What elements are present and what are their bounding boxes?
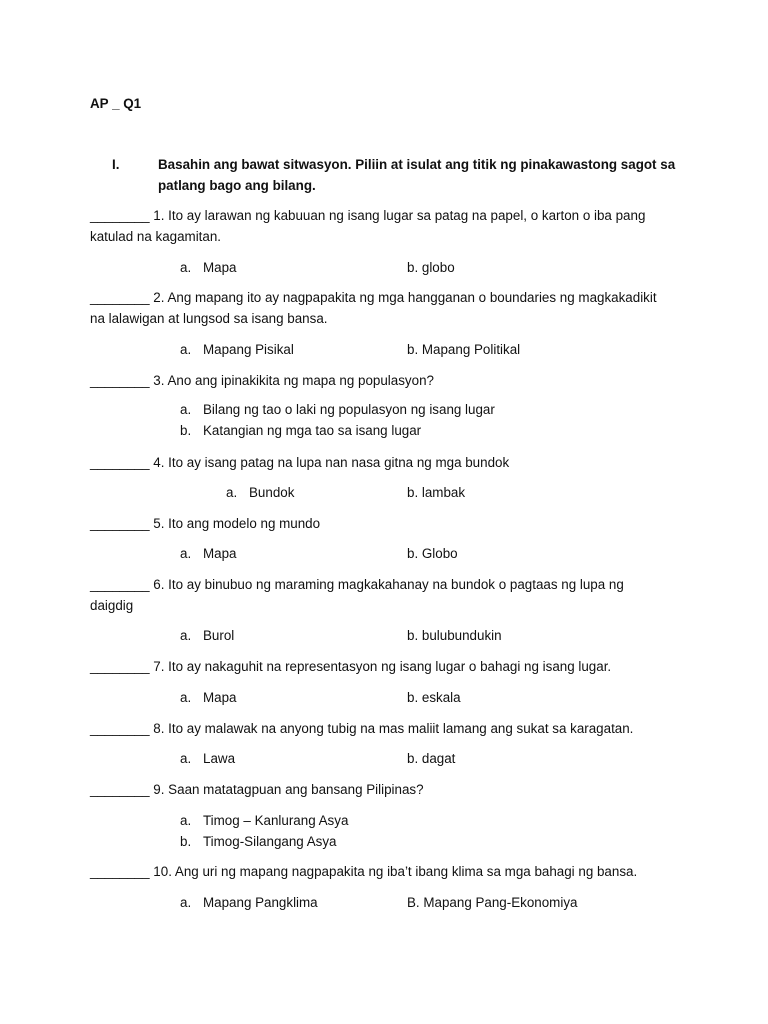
question-2-options	[180, 339, 660, 360]
question-8: ________ 8. Ito ay malawak na anyong tubig na mas maliit lamang ang sukat sa karagatan.	[90, 721, 634, 736]
question-8-options	[180, 748, 660, 769]
instruction-number: I.	[112, 157, 120, 172]
instruction-text: Basahin ang bawat sitwasyon. Piliin at isulat ang titik ng pinakawastong sagot sa patlang bago ang bilang.	[158, 157, 676, 193]
option-a: a. Mapa	[180, 546, 237, 561]
question-3-options	[180, 399, 660, 441]
option-b: b. Globo	[407, 546, 458, 561]
option-a: a. Mapa	[180, 260, 237, 275]
question-3: ________ 3. Ano ang ipinakikita ng mapa ng populasyon?	[90, 373, 434, 388]
question-2: ________ 2. Ang mapang ito ay nagpapakita ng mga hangganan o boundaries ng magkakadikit na lalawigan at lungsod sa isang bansa.	[90, 290, 657, 326]
question-1: ________ 1. Ito ay larawan ng kabuuan ng isang lugar sa patag na papel, o karton o iba pang katulad na kagamitan.	[90, 208, 646, 244]
instruction-block	[90, 154, 690, 196]
question-4-options	[180, 482, 660, 503]
question-10: ________ 10. Ang uri ng mapang nagpapakita ng iba’t ibang klima sa mga bahagi ng bansa.	[90, 864, 638, 879]
option-b: b. Mapang Politikal	[407, 342, 521, 357]
option-a: a. Mapang Pangklima	[180, 895, 318, 910]
option-a: a. Bilang ng tao o laki ng populasyon ng isang lugar	[180, 402, 495, 417]
option-a: a. Lawa	[180, 751, 236, 766]
question-7: ________ 7. Ito ay nakaguhit na representasyon ng isang lugar o bahagi ng isang lugar.	[90, 659, 612, 674]
question-6: ________ 6. Ito ay binubuo ng maraming magkakahanay na bundok o pagtaas ng lupa ng daigdig	[90, 577, 624, 613]
option-a: a. Mapang Pisikal	[180, 342, 294, 357]
option-b: B. Mapang Pang-Ekonomiya	[407, 895, 578, 910]
document-title: AP _ Q1	[90, 96, 142, 111]
question-9: ________ 9. Saan matatagpuan ang bansang Pilipinas?	[90, 782, 424, 797]
question-6-options	[180, 625, 660, 646]
option-b: b. bulubundukin	[407, 628, 502, 643]
option-b: b. Timog-Silangang Asya	[180, 834, 337, 849]
option-b: b. globo	[407, 260, 455, 275]
question-1-options	[180, 257, 660, 278]
question-5: ________ 5. Ito ang modelo ng mundo	[90, 516, 321, 531]
option-a: a. Mapa	[180, 690, 237, 705]
question-7-options	[180, 687, 660, 708]
option-b: b. dagat	[407, 751, 456, 766]
option-b: b. Katangian ng mga tao sa isang lugar	[180, 423, 422, 438]
option-a: a. Bundok	[226, 485, 295, 500]
option-b: b. lambak	[407, 485, 466, 500]
question-4: ________ 4. Ito ay isang patag na lupa nan nasa gitna ng mga bundok	[90, 455, 510, 470]
question-5-options	[180, 543, 660, 564]
option-b: b. eskala	[407, 690, 461, 705]
option-a: a. Burol	[180, 628, 235, 643]
question-9-options	[180, 810, 660, 852]
option-a: a. Timog – Kanlurang Asya	[180, 813, 349, 828]
question-10-options	[180, 892, 660, 913]
